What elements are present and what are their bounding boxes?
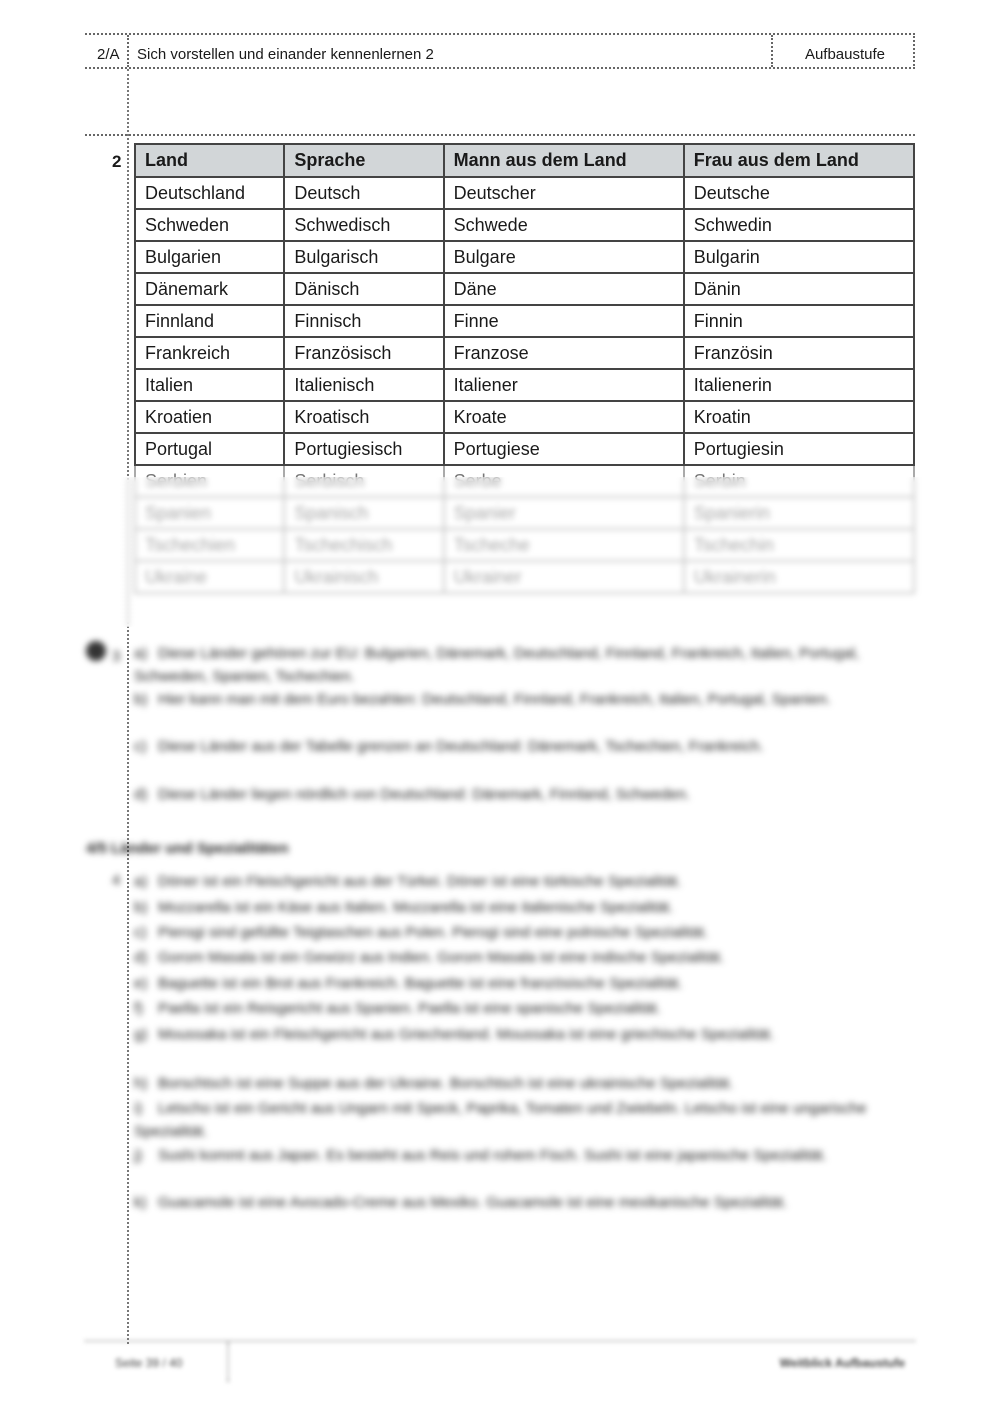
table-cell: Italienisch [284, 369, 443, 401]
item-label: d) [134, 949, 148, 966]
table-row [135, 337, 914, 369]
item-label: g) [134, 1026, 148, 1043]
table-header-row [135, 144, 914, 177]
item-label: j) [134, 1147, 143, 1164]
item-text: Sushi kommt aus Japan. Es besteht aus Reis und rohem Fisch. Sushi ist eine japanische Spezialität. [158, 1147, 827, 1164]
table-cell: Portugiese [444, 433, 684, 465]
table-cell: Französisch [284, 337, 443, 369]
table-cell: Kroatin [684, 401, 914, 433]
header-divider [127, 35, 129, 67]
item-label: c) [134, 924, 147, 941]
table-cell: Finnland [135, 305, 284, 337]
section-title: 4/5 Länder und Spezialitäten [86, 840, 289, 857]
margin-line [127, 69, 129, 1344]
list-item [134, 783, 914, 806]
table-cell: Ukrainisch [284, 561, 443, 593]
table-cell: Schwedisch [284, 209, 443, 241]
table-cell: Bulgare [444, 241, 684, 273]
table-cell: Frankreich [135, 337, 284, 369]
table-cell: Serbin [684, 465, 914, 497]
column-header: Land [135, 144, 284, 177]
table-cell: Spanier [444, 497, 684, 529]
list-item [134, 946, 914, 969]
list-item [134, 997, 914, 1020]
list-item [134, 921, 914, 944]
table-row [135, 401, 914, 433]
list-item [134, 735, 914, 758]
table-cell: Spanisch [284, 497, 443, 529]
table-row [135, 369, 914, 401]
item-text: Döner ist ein Fleischgericht aus der Türkei. Döner ist eine türkische Spezialität. [158, 873, 682, 890]
table-cell: Bulgarin [684, 241, 914, 273]
table-cell: Deutschland [135, 177, 284, 209]
table-cell: Tschechisch [284, 529, 443, 561]
table-cell: Serbisch [284, 465, 443, 497]
item-text: Mozzarella ist ein Käse aus Italien. Mozzarella ist eine italienische Spezialität. [158, 899, 674, 916]
table-cell: Portugal [135, 433, 284, 465]
table-cell: Tschechin [684, 529, 914, 561]
item-label: b) [134, 691, 148, 708]
list-item [134, 972, 914, 995]
item-text: Diese Länder gehören zur EU: Bulgarien, Dänemark, Deutschland, Finnland, Frankreich, Italien, Portugal, Schweden, Spanien, Tschechien. [134, 645, 860, 685]
item-label: e) [134, 975, 148, 992]
item-text: Letscho ist ein Gericht aus Ungarn mit Speck, Paprika, Tomaten und Zwiebeln. Letscho ist eine ungarische Spezialität. [134, 1100, 867, 1140]
table-cell: Serbien [135, 465, 284, 497]
table-cell: Italien [135, 369, 284, 401]
footer-page-box [85, 1342, 229, 1382]
item-label: h) [134, 1075, 148, 1092]
header-title: Sich vorstellen und einander kennenlernen 2 [137, 46, 434, 63]
header-level: Aufbaustufe [804, 46, 885, 63]
item-text: Guacamole ist eine Avocado-Creme aus Mexiko. Guacamole ist eine mexikanische Spezialität. [158, 1194, 788, 1211]
task-number: 2 [112, 152, 122, 171]
table-cell: Finne [444, 305, 684, 337]
table-row [135, 209, 914, 241]
table-cell: Ukraine [135, 561, 284, 593]
list-item [134, 896, 914, 919]
item-text: Moussaka ist ein Fleischgericht aus Griechenland. Moussaka ist eine griechische Spezialität. [158, 1026, 775, 1043]
page-footer [85, 1340, 915, 1384]
item-label: a) [134, 645, 148, 662]
item-text: Paella ist ein Reisgericht aus Spanien. Paella ist eine spanische Spezialität. [158, 1000, 661, 1017]
item-text: Pierogi sind gefüllte Teigtaschen aus Polen. Pierogi sind eine polnische Spezialität. [158, 924, 709, 941]
list-item [134, 1072, 914, 1095]
item-text: Gorom Masala ist ein Gewürz aus Indien. Gorom Masala ist eine indische Spezialität. [158, 949, 725, 966]
blur-overlay [120, 477, 925, 627]
header-number: 2/A [97, 46, 120, 63]
item-label: a) [134, 873, 148, 890]
table-cell: Bulgarisch [284, 241, 443, 273]
table-cell: Deutsch [284, 177, 443, 209]
table-cell: Schwede [444, 209, 684, 241]
item-text: Borschtsch ist eine Suppe aus der Ukraine. Borschtsch ist eine ukrainische Spezialität. [158, 1075, 734, 1092]
footer-brand: Weitblick Aufbaustufe [779, 1356, 905, 1370]
table-row [135, 273, 914, 305]
table-cell: Dänisch [284, 273, 443, 305]
item-label: b) [134, 899, 148, 916]
section-divider [85, 134, 915, 136]
table-cell: Däne [444, 273, 684, 305]
table-cell: Kroate [444, 401, 684, 433]
table-cell: Kroatisch [284, 401, 443, 433]
table-cell: Italienerin [684, 369, 914, 401]
table-row [135, 177, 914, 209]
list-item [134, 688, 914, 711]
table-cell: Finnisch [284, 305, 443, 337]
list-item [134, 1144, 914, 1167]
task-number: 3 [112, 648, 121, 665]
bullet-icon [86, 641, 106, 661]
table-row [135, 305, 914, 337]
item-label: k) [134, 1194, 147, 1211]
table-cell: Tschechien [135, 529, 284, 561]
column-header: Sprache [284, 144, 443, 177]
item-label: d) [134, 786, 148, 803]
column-header: Mann aus dem Land [444, 144, 684, 177]
table-cell: Portugiesisch [284, 433, 443, 465]
header-divider [771, 35, 773, 67]
table-cell: Dänin [684, 273, 914, 305]
table-cell: Spanierin [684, 497, 914, 529]
item-text: Baguette ist ein Brot aus Frankreich. Baguette ist eine französische Spezialität. [158, 975, 683, 992]
item-label: i) [134, 1100, 143, 1117]
item-text: Hier kann man mit dem Euro bezahlen: Deutschland, Finnland, Frankreich, Italien, Portugal, Spanien. [158, 691, 831, 708]
table-cell: Finnin [684, 305, 914, 337]
list-item [134, 1191, 914, 1214]
table-cell: Dänemark [135, 273, 284, 305]
item-label: c) [134, 738, 147, 755]
item-label: f) [134, 1000, 144, 1017]
list-item [134, 642, 914, 688]
table-cell: Portugiesin [684, 433, 914, 465]
table-cell: Ukrainerin [684, 561, 914, 593]
table-cell: Serbe [444, 465, 684, 497]
table-cell: Französin [684, 337, 914, 369]
table-cell: Tscheche [444, 529, 684, 561]
footer-page: Seite 39 / 40 [115, 1356, 183, 1370]
table-cell: Spanien [135, 497, 284, 529]
table-cell: Bulgarien [135, 241, 284, 273]
item-text: Diese Länder aus der Tabelle grenzen an Deutschland: Dänemark, Tschechien, Frankreich. [158, 738, 764, 755]
table-row [135, 433, 914, 465]
table-cell: Schwedin [684, 209, 914, 241]
table-cell: Kroatien [135, 401, 284, 433]
page-header [85, 33, 915, 69]
column-header: Frau aus dem Land [684, 144, 914, 177]
list-item [134, 1023, 914, 1046]
table-cell: Ukrainer [444, 561, 684, 593]
list-item [134, 1097, 914, 1143]
table-row [135, 241, 914, 273]
table-cell: Deutsche [684, 177, 914, 209]
item-text: Diese Länder liegen nördlich von Deutschland: Dänemark, Finnland, Schweden. [158, 786, 690, 803]
table-cell: Franzose [444, 337, 684, 369]
table-cell: Schweden [135, 209, 284, 241]
task-number: 4 [112, 872, 121, 889]
list-item [134, 870, 914, 893]
table-cell: Italiener [444, 369, 684, 401]
table-cell: Deutscher [444, 177, 684, 209]
